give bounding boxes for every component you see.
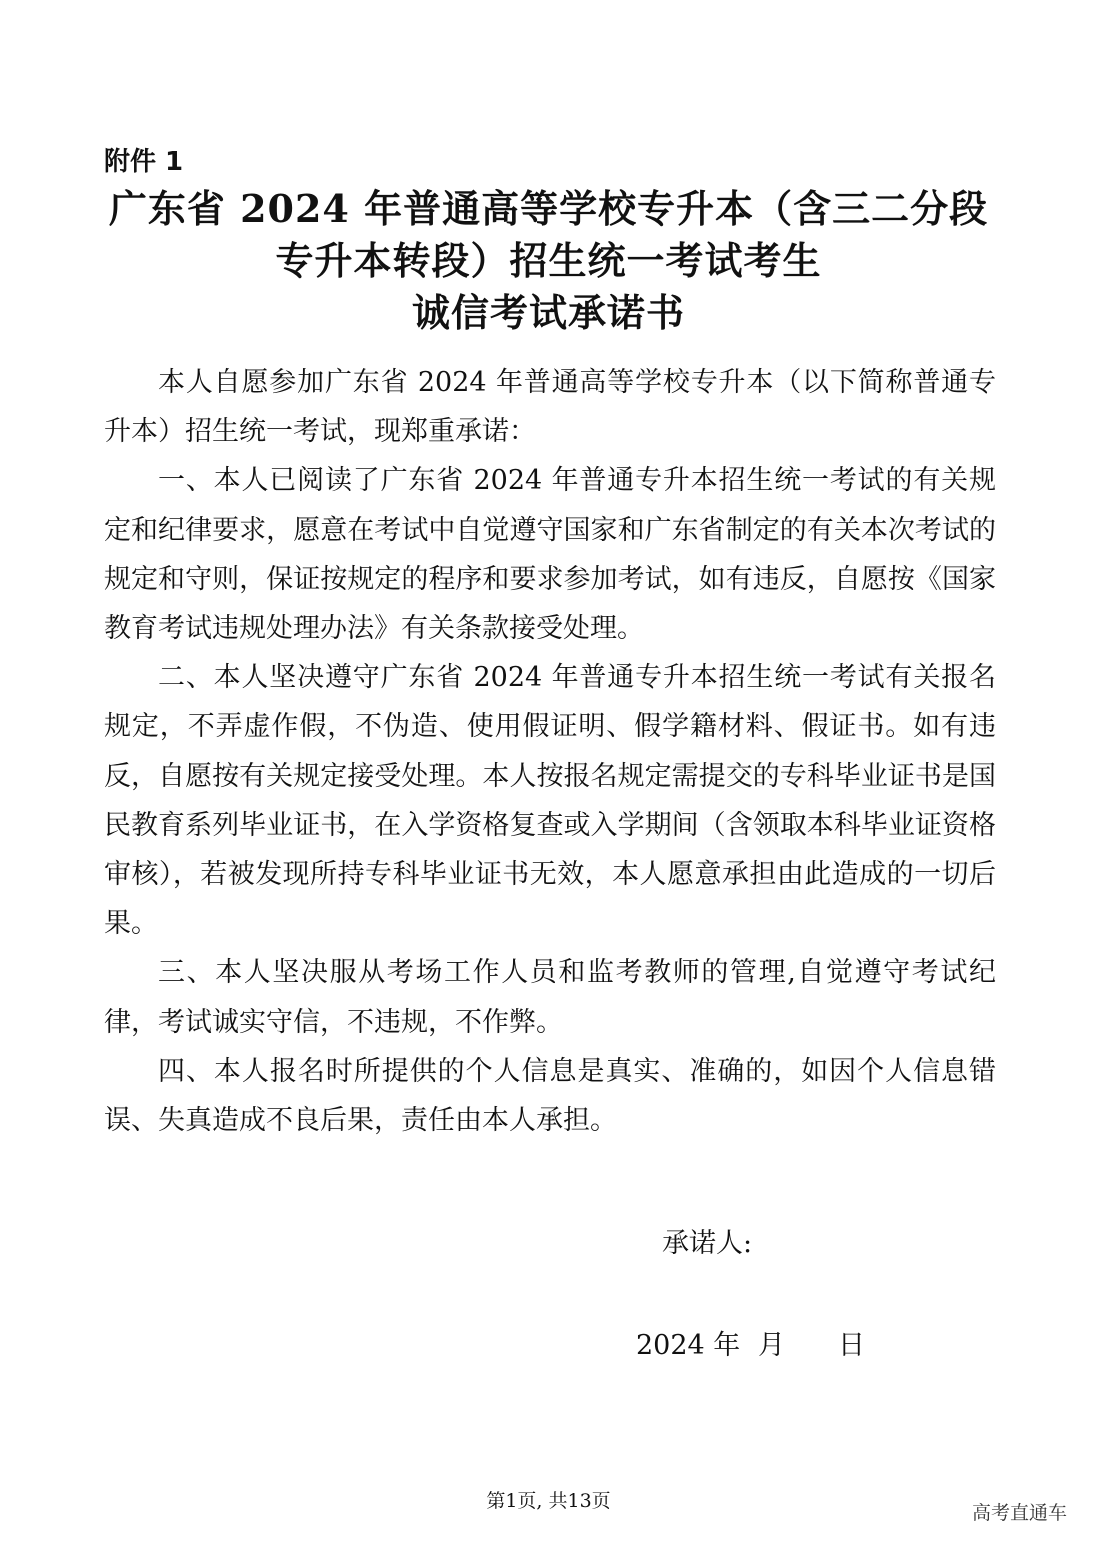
intro-paragraph: 本人自愿参加广东省 2024 年普通高等学校专升本（以下简称普通专升本）招生统一考试，现郑重承诺： [104, 367, 996, 448]
title-line-1: 广东省 2024 年普通高等学校专升本（含三二分段 [108, 186, 989, 231]
watermark: 高考直通车 [971, 1502, 1067, 1524]
date-day: 日 [838, 1330, 865, 1361]
pledge-item-4: 四、本人报名时所提供的个人信息是真实、准确的，如因个人信息错误、失真造成不良后果，责任由本人承担。 [104, 1055, 996, 1137]
pledge-item-2: 二、本人坚决遵守广东省 2024 年普通专升本招生统一考试有关报名规定，不弄虚作假，不伪造、使用假证明、假学籍材料、假证书。如有违反，自愿按有关规定接受处理。本人按报名规定需提交的专科毕业证书是国民教育系列毕业证书，在入学资格复查或入学期间（含领取本科毕业证资格审核），若被发现所持专科毕业证书无效，本人愿意承担由此造成的一切后果。 [104, 662, 996, 940]
signature-label: 承诺人: [662, 1228, 753, 1259]
attachment-label: 附件 1 [104, 147, 184, 177]
date-line [636, 1326, 865, 1366]
title-line-3: 诚信考试承诺书 [411, 290, 685, 335]
date-year: 2024 年 [636, 1330, 741, 1361]
date-month: 月 [758, 1330, 785, 1361]
title-line-2: 专升本转段）招生统一考试考生 [275, 238, 822, 283]
pledge-item-1: 一、本人已阅读了广东省 2024 年普通专升本招生统一考试的有关规定和纪律要求，愿意在考试中自觉遵守国家和广东省制定的有关本次考试的规定和守则，保证按规定的程序和要求参加考试，如有违反，自愿按《国家教育考试违规处理办法》有关条款接受处理。 [104, 465, 996, 645]
document-title [60, 183, 1037, 339]
page-number: 第1页, 共13页 [486, 1490, 611, 1512]
pledge-body [104, 358, 996, 1145]
pledge-item-3: 三、本人坚决服从考场工作人员和监考教师的管理,自觉遵守考试纪律，考试诚实守信，不违规，不作弊。 [104, 957, 996, 1038]
